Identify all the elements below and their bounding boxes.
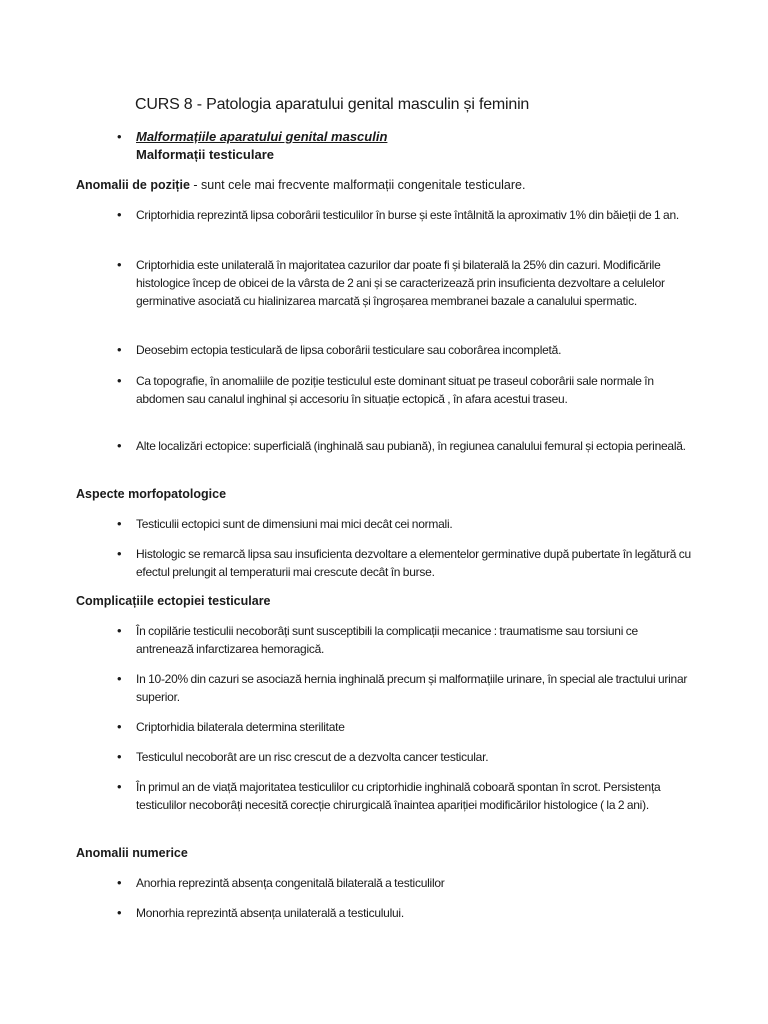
bullet-marker: •: [117, 875, 122, 890]
bullet-marker: •: [117, 129, 122, 144]
heading-label: Anomalii de poziție: [76, 178, 190, 192]
heading-label: Complicațiile ectopiei testiculare: [76, 594, 271, 608]
heading-anomalii-pozitie: [76, 177, 525, 194]
heading-label: Anomalii numerice: [76, 846, 188, 860]
list-item: În copilărie testiculii necoborâți sunt susceptibili la complicații mecanice : traumatisme sau torsiuni ce antrenează infarctizarea hemoragică.: [136, 624, 638, 656]
bullet-marker: •: [117, 516, 122, 531]
document-title: CURS 8 - Patologia aparatului genital masculin și feminin: [135, 96, 530, 113]
bullet-marker: •: [117, 719, 122, 734]
list-item: Testiculii ectopici sunt de dimensiuni mai mici decât cei normali.: [136, 517, 453, 531]
heading-aspecte-morfopatologice: [76, 486, 226, 503]
bullet-marker: •: [117, 546, 122, 561]
bullet-marker: •: [117, 257, 122, 272]
bullet-marker: •: [117, 749, 122, 764]
list-item: Criptorhidia reprezintă lipsa coborârii testiculilor în burse și este întâlnită la aproximativ 1% din băieții de 1 an.: [136, 208, 679, 222]
heading-label: Aspecte morfopatologice: [76, 487, 227, 501]
list-item: Ca topografie, în anomaliile de poziție testiculul este dominant situat pe traseul coborârii sale normale în abdomen sau canalul inghinal și accesoriu în situație ectopică , în afara acestui traseu.: [136, 374, 654, 406]
heading-anomalii-numerice: [76, 845, 188, 862]
list-item: Criptorhidia bilaterala determina sterilitate: [136, 720, 345, 734]
list-item: Testiculul necoborât are un risc crescut de a dezvolta cancer testicular.: [136, 750, 489, 764]
bullet-marker: •: [117, 373, 122, 388]
bullet-marker: •: [117, 342, 122, 357]
list-item: În primul an de viață majoritatea testiculilor cu criptorhidie inghinală coboară spontan în scrot. Persistența testiculilor necoborâți necesită corecție chirurgicală înaintea apariției modificărilor histologice ( la 2 ani).: [136, 780, 661, 812]
section-subheading: Malformații testiculare: [136, 147, 274, 162]
section-heading-block: [136, 128, 387, 164]
bullet-marker: •: [117, 905, 122, 920]
list-item: Monorhia reprezintă absența unilaterală a testiculului.: [136, 906, 404, 920]
bullet-marker: •: [117, 623, 122, 638]
heading-complicatii: [76, 593, 271, 610]
list-item: In 10-20% din cazuri se asociază hernia inghinală precum și malformațiile urinare, în special ale tractului urinar superior.: [136, 672, 688, 704]
bullet-marker: •: [117, 779, 122, 794]
section-heading: Malformațiile aparatului genital masculin: [136, 129, 388, 144]
list-item: Histologic se remarcă lipsa sau insuficienta dezvoltare a elementelor germinative după pubertate în legătură cu efectul prelungit al temperaturii mai crescute decât în burse.: [136, 547, 691, 579]
bullet-marker: •: [117, 671, 122, 686]
heading-text: - sunt cele mai frecvente malformații congenitale testiculare.: [189, 178, 526, 192]
list-item: Deosebim ectopia testiculară de lipsa coborârii testiculare sau coborârea incompletă.: [136, 343, 562, 357]
list-item: Alte localizări ectopice: superficială (inghinală sau pubiană), în regiunea canalului femural și ectopia perineală.: [136, 439, 686, 453]
bullet-marker: •: [117, 207, 122, 222]
list-item: Anorhia reprezintă absența congenitală bilaterală a testiculilor: [136, 876, 445, 890]
list-item: Criptorhidia este unilaterală în majoritatea cazurilor dar poate fi și bilaterală la 25% din cazuri. Modificările histologice încep de obicei de la vârsta de 2 ani și se caracterizează prin insuficienta dezvoltare a celulelor germinative asociată cu hialinizarea marcată și îngroșarea membranei bazale a canalului spermatic.: [136, 258, 665, 308]
bullet-marker: •: [117, 438, 122, 453]
